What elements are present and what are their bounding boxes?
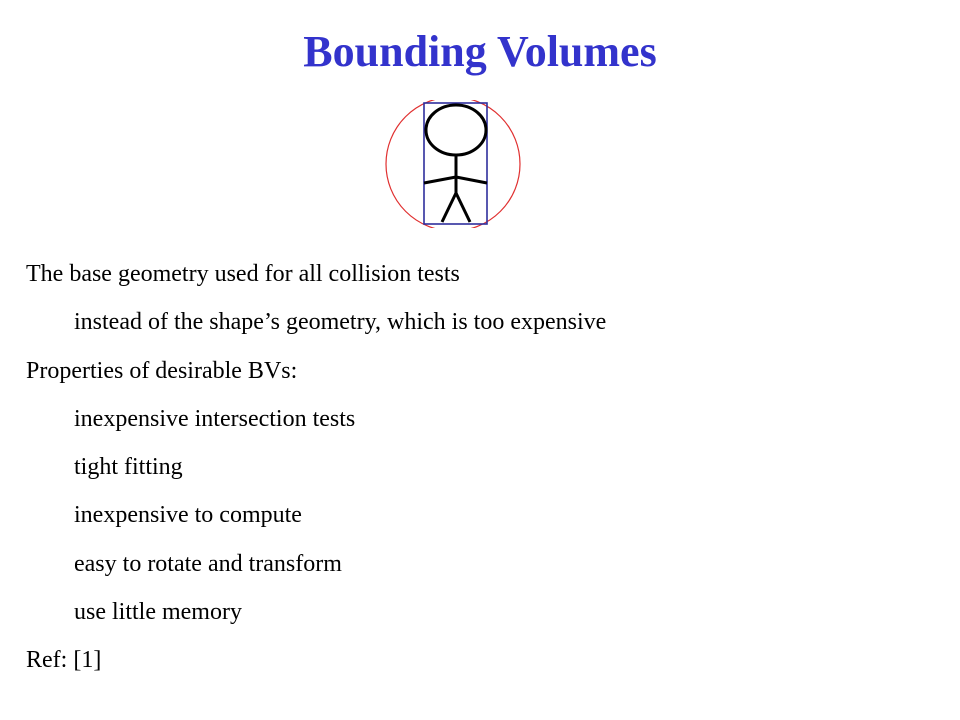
bullet-line: instead of the shape’s geometry, which is too expensive bbox=[74, 309, 607, 336]
slide-body bbox=[26, 262, 936, 697]
bullet-line: tight fitting bbox=[74, 454, 183, 481]
stick-figure-icon bbox=[382, 100, 524, 228]
figure-arm-left bbox=[424, 177, 456, 183]
bullet-line: inexpensive to compute bbox=[74, 502, 302, 529]
bullet-line: Properties of desirable BVs: bbox=[26, 357, 298, 384]
reference-line: Ref: [1] bbox=[26, 647, 102, 674]
bullet-line: use little memory bbox=[74, 599, 242, 626]
bullet-line: easy to rotate and transform bbox=[74, 550, 342, 577]
bounding-volume-figure bbox=[382, 100, 524, 228]
figure-arm-right bbox=[456, 177, 487, 183]
bullet-line: inexpensive intersection tests bbox=[74, 405, 356, 432]
bounding-sphere bbox=[386, 100, 520, 228]
figure-head bbox=[426, 105, 486, 155]
figure-leg-left bbox=[442, 193, 456, 222]
figure-leg-right bbox=[456, 193, 470, 222]
bullet-line: The base geometry used for all collision tests bbox=[26, 261, 460, 287]
slide-title: Bounding Volumes bbox=[303, 27, 657, 76]
